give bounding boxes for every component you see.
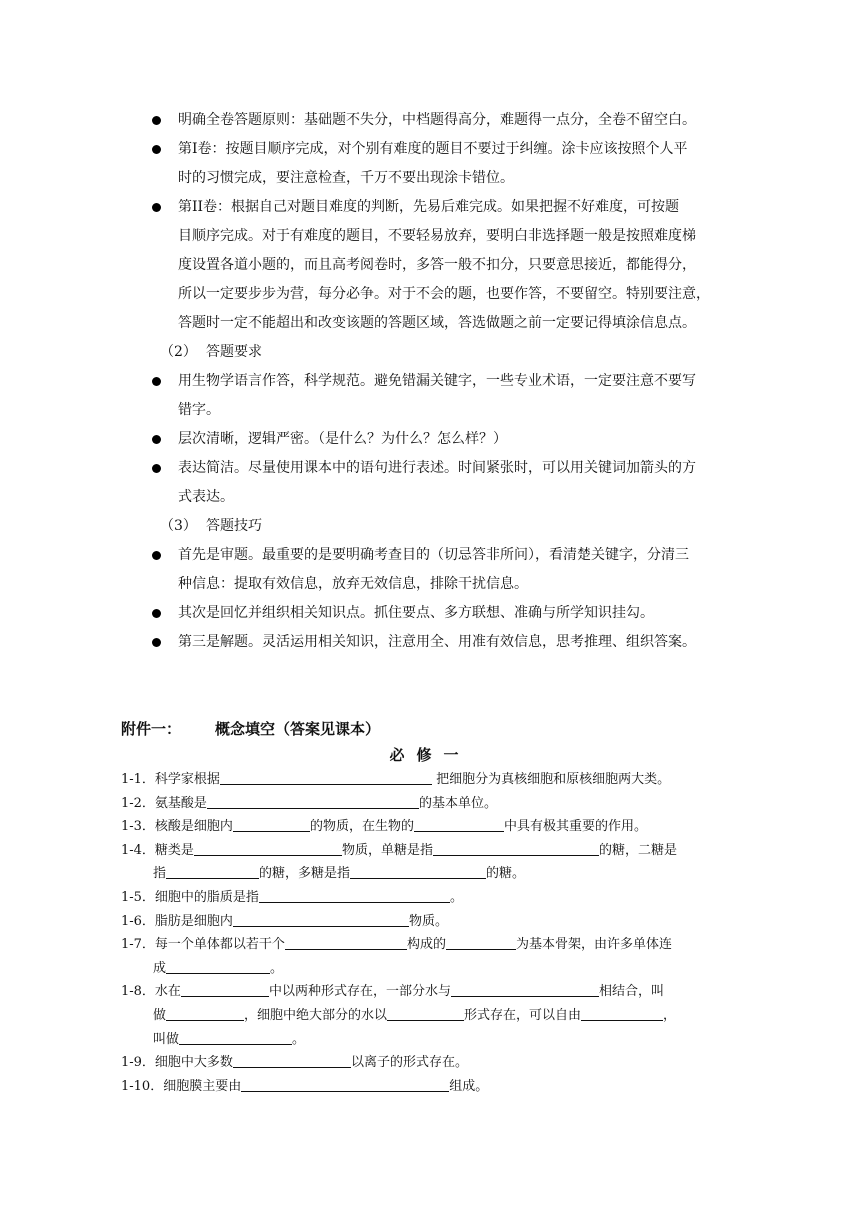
bullet-line: 答题时一定不能超出和改变该题的答题区域，答选做题之前一定要记得填涂信息点。 [178,315,696,331]
question-text: 的糖。 [486,866,526,882]
bullet-line: 第三是解题。灵活运用相关知识，注意用全、用准有效信息，思考推理、组织答案。 [178,634,696,650]
question-line [121,1028,741,1052]
bullet-dot-icon [152,464,161,473]
fill-in-questions [121,768,741,1098]
bullet-line: 时的习惯完成，要注意检查，千万不要出现涂卡错位。 [178,170,514,186]
bullet-item [148,106,748,135]
bullet-line: 第Ⅰ卷：按题目顺序完成，对个别有难度的题目不要过于纠缠。涂卡应该按照个人平 [178,141,688,157]
answer-blank[interactable] [166,959,270,974]
question-text: 。 [449,889,463,905]
question-text: 做 [153,1007,167,1023]
bullet-item [148,454,748,512]
subheading-answer-requirements [148,338,748,367]
question-text: 构成的 [406,937,446,953]
bullet-item [148,628,748,657]
bullet-line: 用生物学语言作答，科学规范。避免错漏关键字，一些专业术语，一定要注意不要写 [178,373,696,389]
bullet-dot-icon [152,145,161,154]
bullet-line: 种信息：提取有效信息，放弃无效信息，排除干扰信息。 [178,576,528,592]
question-line [121,980,741,1004]
subheading-label: 答题要求 [206,344,262,360]
question-line [121,1075,741,1099]
appendix-title: 概念填空（答案见课本） [215,720,381,738]
bullet-line: 明确全卷答题原则：基础题不失分，中档题得高分，难题得一点分，全卷不留空白。 [178,112,696,128]
question-text: 为基本骨架，由许多单体连 [515,937,672,953]
question-text: 成 [153,960,167,976]
question-line [121,886,741,910]
bullet-dot-icon [152,116,161,125]
bullet-line: 层次清晰，逻辑严密。（是什么？为什么？怎么样？） [178,431,507,447]
question-line [121,1051,741,1075]
question-text: 形式存在，可以自由 [464,1007,582,1023]
bullet-item [148,425,748,454]
question-text: 中具有极其重要的作用。 [503,819,647,835]
question-text: 物质。 [408,913,448,929]
answer-blank[interactable] [241,1077,449,1092]
bullet-dot-icon [152,203,161,212]
question-text: 1-7．每一个单体都以若干个 [121,937,285,953]
bullet-dot-icon [152,638,161,647]
question-text: 1-10．细胞膜主要由 [121,1078,242,1094]
question-line [121,1004,741,1028]
question-line [121,933,741,957]
bullet-line: 表达简洁。尽量使用课本中的语句进行表述。时间紧张时，可以用关键词加箭头的方 [178,460,696,476]
question-text: 1-6．脂肪是细胞内 [121,913,233,929]
answer-blank[interactable] [166,1006,244,1021]
subheading-number: （3） [160,518,197,534]
bullet-dot-icon [152,551,161,560]
bullet-dot-icon [152,435,161,444]
question-text: 中以两种形式存在，一部分水与 [268,984,451,1000]
question-text: 指 [153,866,167,882]
question-text: 的基本单位。 [418,795,497,811]
question-text: 的糖，多糖是指 [259,866,351,882]
question-line [121,839,741,863]
question-text: 相结合，叫 [598,984,664,1000]
question-text: 1-5．细胞中的脂质是指 [121,889,259,905]
question-text: 的糖，二糖是 [598,842,677,858]
bullet-item [148,193,748,338]
question-text: ，细胞中绝大部分的水以 [244,1007,388,1023]
answer-blank[interactable] [194,841,342,856]
answer-blank[interactable] [233,817,310,832]
answer-blank[interactable] [433,841,599,856]
question-line [121,768,741,792]
answer-principles [148,106,748,657]
question-text: 。 [270,960,284,976]
section-title: 必修一 [389,746,471,764]
answer-blank[interactable] [285,935,407,950]
bullet-line: 首先是审题。最重要的是要明确考查目的（切忌答非所问），看清楚关键字，分清三 [178,547,689,563]
question-text: 以离子的形式存在。 [350,1055,468,1071]
bullet-dot-icon [152,377,161,386]
question-text: 叫做 [153,1031,180,1047]
question-text: 。 [292,1031,306,1047]
answer-blank[interactable] [166,864,259,879]
bullet-item [148,541,748,599]
answer-blank[interactable] [387,1006,464,1021]
answer-blank[interactable] [233,912,409,927]
question-text: 1-3．核酸是细胞内 [121,819,233,835]
bullet-dot-icon [152,609,161,618]
answer-blank[interactable] [179,1030,292,1045]
answer-blank[interactable] [220,770,432,785]
answer-blank[interactable] [350,864,486,879]
bullet-item [148,135,748,193]
answer-blank[interactable] [446,935,516,950]
question-text: 1-1．科学家根据 [121,772,220,787]
bullet-group-requirements [148,367,748,512]
answer-blank[interactable] [233,1053,351,1068]
bullet-line: 所以一定要步步为营，每分必争。对于不会的题，也要作答，不要留空。特别要注意， [178,286,710,302]
answer-blank[interactable] [181,982,269,997]
question-text: 组成。 [449,1078,489,1094]
question-line [121,910,741,934]
question-text: 1-4．糖类是 [121,842,194,858]
answer-blank[interactable] [581,1006,663,1021]
bullet-item [148,599,748,628]
question-text: 1-2．氨基酸是 [121,795,207,811]
question-text: 的物质，在生物的 [309,819,414,835]
bullet-line: 错字。 [178,402,220,418]
answer-blank[interactable] [451,982,599,997]
appendix-heading [121,718,380,739]
question-text: 1-9．细胞中大多数 [121,1055,233,1071]
subheading-label: 答题技巧 [206,518,262,534]
question-text: 物质，单糖是指 [341,842,433,858]
subheading-answer-skills [148,512,748,541]
question-line [121,957,741,981]
subheading-number: （2） [160,344,197,360]
bullet-group-skills [148,541,748,657]
bullet-line: 其次是回忆并组织相关知识点。抓住要点、多方联想、准确与所学知识挂勾。 [178,605,654,621]
bullet-item [148,367,748,425]
bullet-line: 度设置各道小题的，而且高考阅卷时，多答一般不扣分，只要意思接近，都能得分， [178,257,696,273]
answer-blank[interactable] [259,888,450,903]
bullet-line: 式表达。 [178,489,234,505]
appendix-label: 附件一： [121,720,182,738]
answer-blank[interactable] [414,817,504,832]
question-line [121,862,741,886]
question-text: ， [663,1007,677,1023]
bullet-group-principles [148,106,748,338]
question-text: 把细胞分为真核细胞和原核细胞两大类。 [431,772,671,787]
question-line [121,792,741,816]
bullet-line: 目顺序完成。对于有难度的题目，不要轻易放弃，要明白非选择题一般是按照难度梯 [178,228,696,244]
question-text: 1-8．水在 [121,984,181,1000]
bullet-line: 第II卷：根据自己对题目难度的判断，先易后难完成。如果把握不好难度，可按题 [178,199,680,215]
answer-blank[interactable] [207,794,419,809]
question-line [121,815,741,839]
